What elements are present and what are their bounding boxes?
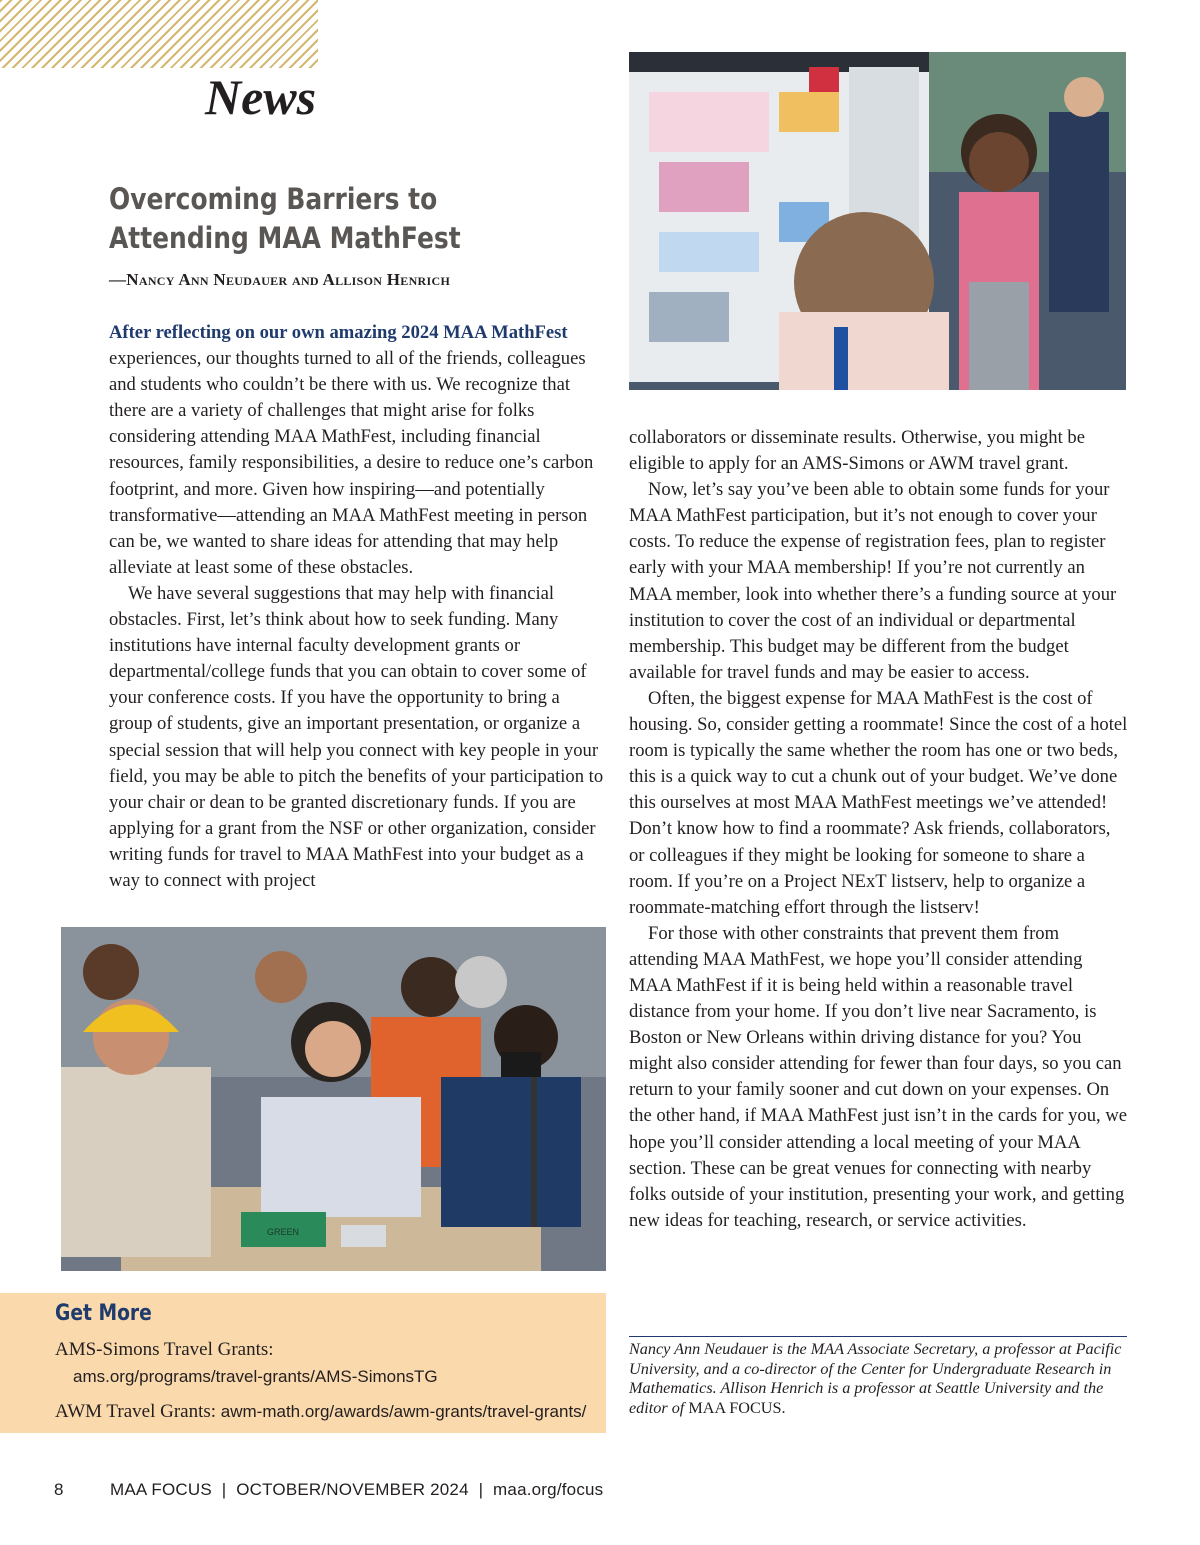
paragraph-2: We have several suggestions that may help with financial obstacles. First, let’s think about how to seek funding. Many institutions have internal faculty development grants or departmental/college funds that you can obtain to cover some of your conference costs. If you have the opportunity to bring a group of students, give an important presentation, or organize a special session that will help you connect with key people in your field, you may be able to pitch the benefits of your participation to your chair or dean to be granted discretionary funds. If you are applying for a grant from the NSF or other organization, consider writing funds for travel to MAA MathFest into your budget as a way to connect with project bbox=[109, 582, 604, 891]
author-bio-text: Nancy Ann Neudauer is the MAA Associate Secretary, a professor at Pacific University, and a co-director of the Center for Undergraduate Research in Mathematics. Allison Henrich is a professor at Seattle University and the editor of bbox=[629, 1340, 1122, 1418]
paragraph-3: Now, let’s say you’ve been able to obtain some funds for your MAA MathFest participation, but it’s not enough to cover your costs. To reduce the expense of registration fees, plan to register early with your MAA membership! If you’re not currently an MAA member, look into whether there’s a funding source at your institution to cover the cost of an individual or departmental membership. This budget may be different from the budget available for travel funds and may be easier to access. bbox=[629, 479, 1117, 683]
article-title: Overcoming Barriers to Attending MAA MathFest bbox=[109, 182, 461, 255]
author-bio bbox=[629, 1340, 1127, 1419]
attendees-illustration bbox=[61, 927, 606, 1271]
column-right bbox=[629, 425, 1129, 1234]
photo-poster-session bbox=[629, 52, 1126, 390]
byline: —Nancy Ann Neudauer and Allison Henrich bbox=[109, 270, 451, 289]
get-more-heading: Get More bbox=[55, 1301, 152, 1326]
paragraph-1 bbox=[109, 320, 604, 581]
poster-session-illustration bbox=[629, 52, 1126, 390]
decorative-stripes bbox=[0, 0, 318, 68]
paragraph-5: For those with other constraints that prevent them from attending MAA MathFest, we hope you’ll consider attending MAA MathFest if it is being held within a reasonable travel distance from your home. If you don’t live near Sacramento, is Boston or New Orleans within driving distance for you? You might also consider attending for fewer than four days, so you can return to your family sooner and cut down on your expenses. On the other hand, if MAA MathFest just isn’t in the cards for you, we hope you’ll consider attending a local meeting of your MAA section. These can be great venues for connecting with nearby folks outside of your institution, presenting your work, and getting new ideas for teaching, research, or service activities. bbox=[629, 922, 1127, 1231]
ams-label: AMS-Simons Travel Grants: bbox=[55, 1339, 274, 1360]
section-title: News bbox=[205, 69, 317, 125]
photo-attendees-laughing bbox=[61, 927, 606, 1271]
awm-link[interactable]: awm-math.org/awards/awm-grants/travel-grants/ bbox=[220, 1402, 587, 1421]
paragraph-2-continued: collaborators or disseminate results. Otherwise, you might be eligible to apply for an AMS-Simons or AWM travel grant. bbox=[629, 427, 1085, 475]
column-left bbox=[109, 320, 604, 894]
awm-label: AWM Travel Grants: bbox=[55, 1401, 217, 1422]
bio-divider bbox=[629, 1336, 1127, 1337]
publication-line: MAA FOCUS | OCTOBER/NOVEMBER 2024 | maa.org/focus bbox=[110, 1480, 604, 1499]
lead-in: After reflecting on our own amazing 2024 MAA MathFest bbox=[109, 322, 568, 343]
author-bio-publication: MAA FOCUS. bbox=[688, 1399, 786, 1418]
get-more-sidebar bbox=[0, 1293, 606, 1433]
ams-link[interactable]: ams.org/programs/travel-grants/AMS-SimonsTG bbox=[73, 1367, 438, 1386]
paragraph-1-text: experiences, our thoughts turned to all of the friends, colleagues and students who couldn’t be there with us. We recognize that there are a variety of challenges that might arise for folks considering attending MAA MathFest, including financial resources, family responsibilities, a desire to reduce one’s carbon footprint, and more. Given how inspiring—and potentially transformative—attending an MAA MathFest meeting in person can be, we wanted to share ideas for attending that may help alleviate at least some of these obstacles. bbox=[109, 348, 594, 578]
page-footer bbox=[0, 1480, 1200, 1504]
paragraph-4: Often, the biggest expense for MAA MathFest is the cost of housing. So, consider getting a roommate! Since the cost of a hotel room is typically the same whether the room has one or two beds, this is a quick way to cut a chunk out of your budget. We’ve done this ourselves at most MAA MathFest meetings we’ve attended! Don’t know how to find a roommate? Ask friends, collaborators, or colleagues if they might be looking for someone to share a room. If you’re on a Project NExT listserv, help to organize a roommate-matching effort through the listserv! bbox=[629, 687, 1128, 918]
page-number: 8 bbox=[54, 1480, 64, 1499]
table-sign-text: GREEN bbox=[266, 1227, 300, 1237]
awm-line bbox=[55, 1401, 586, 1423]
